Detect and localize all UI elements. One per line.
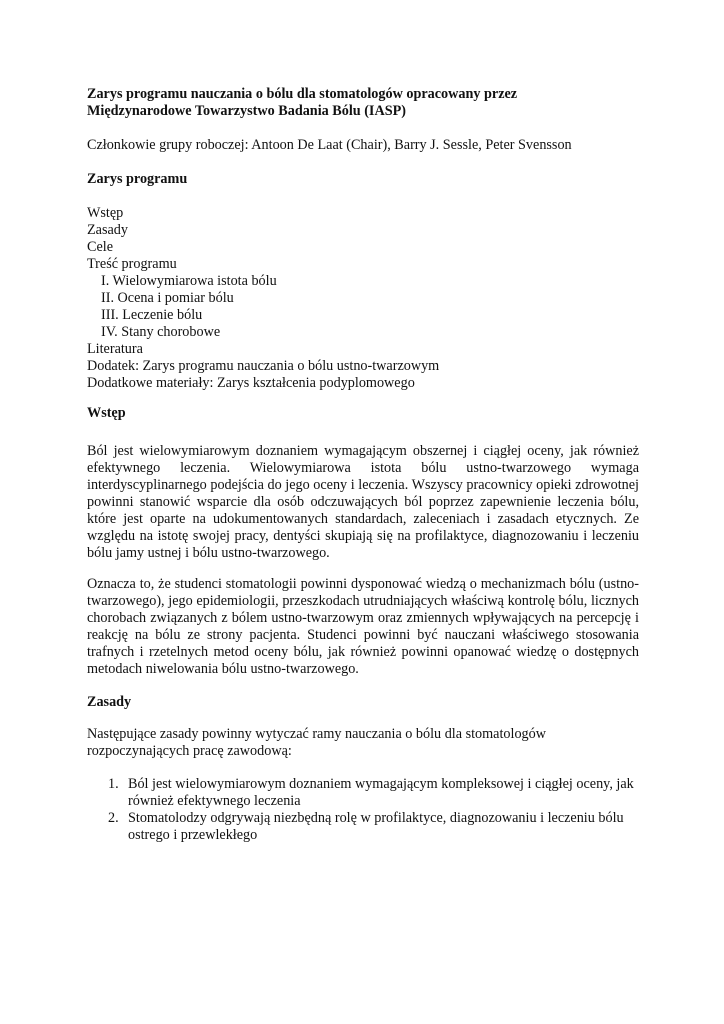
intro-paragraph-1: Ból jest wielowymiarowym doznaniem wymagającym obszernej i ciągłej oceny, jak również efektywnego leczenia. Wielowymiarowa istota bólu ustno-twarzowego wymaga interdyscyplinarnego podejścia do jego oceny i leczenia. Wszyscy pracownicy opieki zdrowotnej powinni stanowić wsparcie dla osób odczuwających ból poprzez zapewnienie leczenia bólu, które jest oparte na udokumentowanych standardach, zaleceniach i zasadach etycznych. Ze względu na istotę swojej pracy, dentyści skupiają się na profilaktyce, diagnozowaniu i leczeniu bólu jamy ustnej i bólu ustno-twarzowego. [87,443,639,561]
title-line-2: Międzynarodowe Towarzystwo Badania Bólu (IASP) [87,103,406,119]
principles-list [108,776,648,844]
outline-item: Literatura [87,341,143,357]
list-text: Ból jest wielowymiarowym doznaniem wymagającym kompleksowej i ciągłej oceny, jak również efektywnego leczenia [128,776,634,809]
list-item [108,776,648,810]
list-text: Stomatolodzy odgrywają niezbędną rolę w profilaktyce, diagnozowaniu i leczeniu bólu ostrego i przewlekłego [128,810,624,843]
title-line-1: Zarys programu nauczania o bólu dla stomatologów opracowany przez [87,86,518,102]
outline-item: Dodatkowe materiały: Zarys kształcenia podyplomowego [87,375,415,391]
outline-item: Cele [87,239,113,255]
intro-heading: Wstęp [87,405,126,421]
intro-paragraph-2: Oznacza to, że studenci stomatologii powinni dysponować wiedzą o mechanizmach bólu (ustno-twarzowego), jego epidemiologii, przeszkodach utrudniających właściwą kontrolę bólu, licznych chorobach związanych z bólem ustno-twarzowym oraz zmiennych wpływających na percepcję i reakcję na bólu ze strony pacjenta. Studenci powinni być nauczani właściwego stosowania trafnych i rzetelnych metod oceny bólu, jak również powinni opanować wiedzę o dostępnych metodach niwelowania bólu ustno-twarzowego. [87,576,639,677]
working-group-members: Członkowie grupy roboczej: Antoon De Laat (Chair), Barry J. Sessle, Peter Svensson [87,137,572,153]
outline-heading: Zarys programu [87,171,188,187]
principles-lead: Następujące zasady powinny wytyczać ramy nauczania o bólu dla stomatologów rozpoczynających pracę zawodową: [87,726,546,759]
list-number: 2. [108,810,119,826]
outline-item: Dodatek: Zarys programu nauczania o bólu ustno-twarzowym [87,358,440,374]
outline-item: Treść programu [87,256,177,272]
outline-list [87,205,587,392]
list-item [108,810,648,844]
outline-subitem: I. Wielowymiarowa istota bólu [101,273,277,289]
document-title [87,86,647,120]
outline-subitem: II. Ocena i pomiar bólu [101,290,234,306]
outline-item: Zasady [87,222,128,238]
principles-heading: Zasady [87,694,132,710]
list-number: 1. [108,776,119,792]
outline-subitem: IV. Stany chorobowe [101,324,221,340]
outline-item: Wstęp [87,205,124,221]
outline-subitem: III. Leczenie bólu [101,307,203,323]
